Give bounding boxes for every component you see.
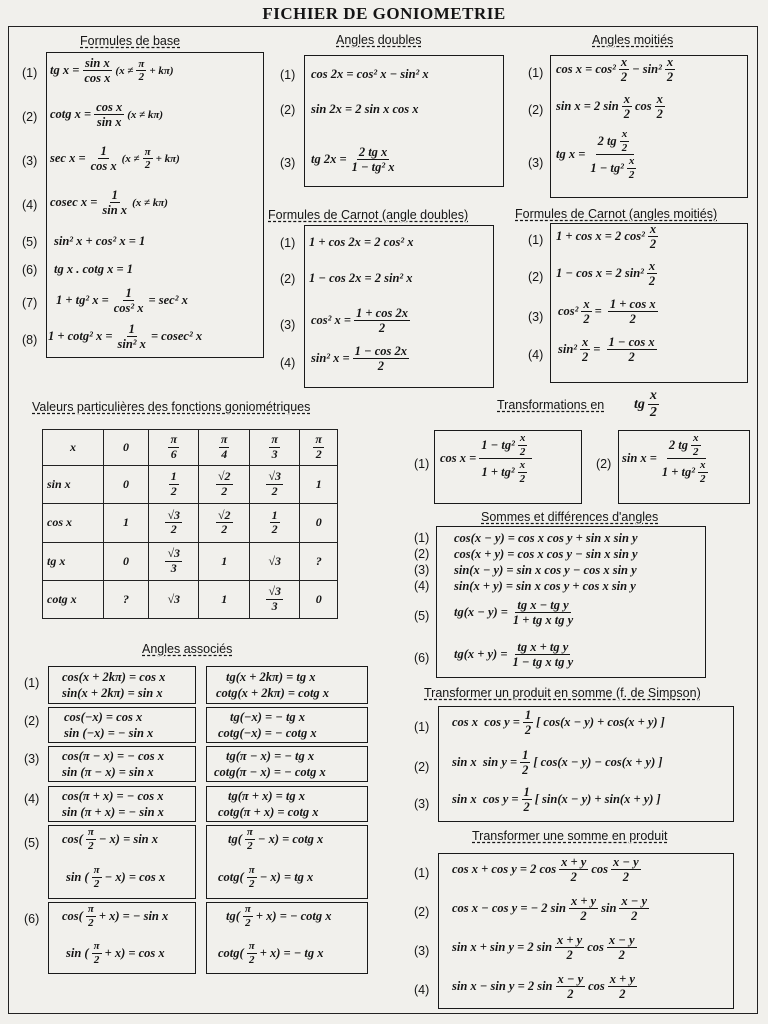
num-simpson-1: (1)	[414, 720, 430, 734]
formula-carnot-d-4: sin² x = $\frac{1 - \cos 2x}{2}$	[311, 344, 408, 374]
num-doubles-1: (1)	[280, 68, 296, 82]
num-carnot-d-3: (3)	[280, 318, 296, 332]
table-row-tg: tg x 0 $\frac{√3}{3}$ 1 √3 ?	[43, 542, 338, 580]
num-simpson-3: (3)	[414, 797, 430, 811]
formula-simpson-2: sin x sin y = $\frac{1}{2}$ [ cos(x − y) − cos(x + y) ]	[452, 748, 663, 778]
num-sommes-4: (4)	[414, 579, 430, 593]
num-sommes-3: (3)	[414, 563, 430, 577]
table-row-cotg: cotg x ? √3 1 $\frac{√3}{3}$ 0	[43, 580, 338, 618]
assoc-1-b2: cotg(x + 2kπ) = cotg x	[216, 686, 330, 700]
num-doubles-2: (2)	[280, 103, 296, 117]
assoc-3-a1: cos(π − x) = − cos x	[62, 749, 164, 763]
formula-sommes-1: cos(x − y) = cos x cos y + sin x sin y	[454, 531, 638, 545]
assoc-3-a2: sin (π − x) = sin x	[62, 765, 154, 779]
formula-base-1: tg x = $\frac{\text{sin x}}{\text{cos x}}$ (x ≠ π 2 + kπ)	[50, 56, 174, 86]
num-carnot-m-3: (3)	[528, 310, 544, 324]
formula-base-5: sin² x + cos² x = 1	[54, 234, 146, 248]
num-tgx2-1: (1)	[414, 457, 430, 471]
num-4: (4)	[22, 198, 38, 212]
formula-tgx2-cos: cos x = 1 − tg² x 2 1 + tg² x 2	[440, 432, 535, 486]
table-header-pi2: $\frac{\pi}{2}$	[300, 430, 338, 466]
section-title-doubles: Angles doubles	[336, 33, 422, 47]
num-6: (6)	[22, 263, 38, 277]
formula-carnot-m-1: 1 + cos x = 2 cos² x 2	[556, 222, 657, 252]
assoc-5-a2: sin ( π 2 − x) = cos x	[66, 864, 166, 890]
num-carnot-m-2: (2)	[528, 270, 544, 284]
assoc-2-a2: sin (−x) = − sin x	[64, 726, 154, 740]
page-title: FICHIER DE GONIOMETRIE	[262, 4, 506, 23]
assoc-1-b1: tg(x + 2kπ) = tg x	[226, 670, 316, 684]
assoc-2-b2: cotg(−x) = − cotg x	[218, 726, 317, 740]
num-sommes-2: (2)	[414, 547, 430, 561]
num-assoc-1: (1)	[24, 676, 40, 690]
num-sommes-1: (1)	[414, 531, 430, 545]
num-simpson-2: (2)	[414, 760, 430, 774]
num-carnot-m-4: (4)	[528, 348, 544, 362]
assoc-5-a1: cos( π 2 − x) = sin x	[62, 826, 158, 852]
section-title-associes: Angles associés	[142, 642, 233, 656]
assoc-3-b1: tg(π − x) = − tg x	[226, 749, 315, 763]
formula-sp-2: cos x − cos y = − 2 sin x + y 2 sin x − y 2	[452, 894, 648, 924]
formula-base-4: cosec x = $\frac{1}{\text{sin x}}$ (x ≠ kπ)	[50, 188, 168, 218]
formula-tgx2-sin: sin x = 2 tg x 2 1 + tg² x 2	[622, 432, 706, 485]
formula-doubles-3: tg 2x = $\frac{\text{2 tg x}}{\text{1 − tg² x}}$	[311, 145, 395, 175]
formula-sommes-5: tg(x − y) = $\frac{\text{tg x − tg y}}{\text{1 + tg x tg y}}$	[454, 598, 574, 628]
assoc-4-a1: cos(π + x) = − cos x	[62, 789, 164, 803]
num-2: (2)	[22, 110, 38, 124]
values-table	[42, 429, 338, 619]
num-moities-3: (3)	[528, 156, 544, 170]
num-assoc-2: (2)	[24, 714, 40, 728]
num-8: (8)	[22, 333, 38, 347]
formula-carnot-m-4: sin² $\frac{x}{2}$ = $\frac{\text{1 − cos x}}{2}$	[558, 335, 655, 365]
num-3: (3)	[22, 154, 38, 168]
formula-moities-2: sin x = 2 sin x 2 cos x 2	[556, 92, 663, 122]
num-sp-4: (4)	[414, 983, 430, 997]
assoc-4-b2: cotg(π + x) = cotg x	[218, 805, 319, 819]
formula-base-3: sec x = $\frac{1}{\text{cos x}}$ (x ≠ π 2 + kπ)	[50, 144, 180, 174]
num-assoc-3: (3)	[24, 752, 40, 766]
section-title-carnot-moities: Formules de Carnot (angles moitiés)	[515, 207, 718, 221]
assoc-3-b2: cotg(π − x) = − cotg x	[214, 765, 326, 779]
formula-sp-3: sin x + sin y = 2 sin x + y 2 cos x − y 2	[452, 933, 635, 963]
formula-base-2: cotg x = $\frac{\text{cos x}}{\text{sin x}}$ (x ≠ kπ)	[50, 100, 164, 130]
table-header-0: 0	[104, 430, 149, 466]
section-title-valeurs: Valeurs particulières des fonctions goniométriques	[32, 400, 311, 414]
formula-doubles-1: cos 2x = cos² x − sin² x	[311, 67, 429, 81]
assoc-6-a1: cos( π 2 + x) = − sin x	[62, 903, 169, 929]
num-5: (5)	[22, 235, 38, 249]
table-header-pi4: $\frac{\pi}{4}$	[199, 430, 249, 466]
section-title-base: Formules de base	[80, 34, 181, 48]
num-assoc-6: (6)	[24, 912, 40, 926]
transfo-tg-label: tg x 2	[634, 388, 657, 421]
table-header-pi3: $\frac{\pi}{3}$	[249, 430, 299, 466]
table-header-pi6: $\frac{\pi}{6}$	[149, 430, 199, 466]
num-assoc-4: (4)	[24, 792, 40, 806]
formula-sommes-3: sin(x − y) = sin x cos y − cos x sin y	[454, 563, 637, 577]
formula-base-7: 1 + tg² x = $\frac{1}{\text{cos² x}}$ = sec² x	[56, 286, 188, 316]
num-sommes-6: (6)	[414, 651, 430, 665]
num-sp-1: (1)	[414, 866, 430, 880]
assoc-4-b1: tg(π + x) = tg x	[228, 789, 305, 803]
num-sp-3: (3)	[414, 944, 430, 958]
num-sp-2: (2)	[414, 905, 430, 919]
num-carnot-d-2: (2)	[280, 272, 296, 286]
num-carnot-d-1: (1)	[280, 236, 296, 250]
formula-carnot-m-3: cos² $\frac{x}{2}$ = $\frac{\text{1 + cos x}}{2}$	[558, 297, 656, 327]
section-title-simpson: Transformer un produit en somme (f. de Simpson)	[424, 686, 701, 700]
formula-simpson-1: cos x cos y = $\frac{1}{2}$ [ cos(x − y) + cos(x + y) ]	[452, 708, 665, 738]
assoc-4-a2: sin (π + x) = − sin x	[62, 805, 164, 819]
num-carnot-d-4: (4)	[280, 356, 296, 370]
formula-carnot-d-2: 1 − cos 2x = 2 sin² x	[309, 271, 413, 285]
table-row-cos: cos x 1 $\frac{√3}{2}$ $\frac{√2}{2}$ $\frac{1}{2}$ 0	[43, 504, 338, 542]
formula-sommes-2: cos(x + y) = cos x cos y − sin x sin y	[454, 547, 638, 561]
num-7: (7)	[22, 296, 38, 310]
formula-carnot-d-3: cos² x = $\frac{1 + \cos 2x}{2}$	[311, 306, 408, 336]
assoc-5-b2: cotg( π 2 − x) = tg x	[218, 864, 314, 890]
formula-simpson-3: sin x cos y = $\frac{1}{2}$ [ sin(x − y) + sin(x + y) ]	[452, 785, 661, 815]
formula-moities-1: cos x = cos² x 2 − sin² x 2	[556, 55, 674, 85]
formula-sp-1: cos x + cos y = 2 cos x + y 2 cos x − y 2	[452, 855, 639, 885]
num-tgx2-2: (2)	[596, 457, 612, 471]
section-title-moities: Angles moitiés	[592, 33, 674, 47]
num-carnot-m-1: (1)	[528, 233, 544, 247]
formula-sp-4: sin x − sin y = 2 sin x − y 2 cos x + y 2	[452, 972, 635, 1002]
assoc-6-b2: cotg( π 2 + x) = − tg x	[218, 940, 324, 966]
num-1: (1)	[22, 66, 38, 80]
formula-sommes-6: tg(x + y) = $\frac{\text{tg x + tg y}}{\text{1 − tg x tg y}}$	[454, 640, 574, 670]
formula-carnot-m-2: 1 − cos x = 2 sin² x 2	[556, 259, 656, 289]
section-title-sommes: Sommes et différences d'angles	[481, 510, 659, 524]
num-sommes-5: (5)	[414, 609, 430, 623]
num-doubles-3: (3)	[280, 156, 296, 170]
num-moities-1: (1)	[528, 66, 544, 80]
assoc-2-b1: tg(−x) = − tg x	[230, 710, 306, 724]
formula-sommes-4: sin(x + y) = sin x cos y + cos x sin y	[454, 579, 636, 593]
section-title-somme-produit: Transformer une somme en produit	[472, 829, 668, 843]
num-moities-2: (2)	[528, 103, 544, 117]
formula-carnot-d-1: 1 + cos 2x = 2 cos² x	[309, 235, 414, 249]
section-title-carnot-doubles: Formules de Carnot (angle doubles)	[268, 208, 469, 222]
table-header-x: x	[43, 430, 104, 466]
num-assoc-5: (5)	[24, 836, 40, 850]
formula-doubles-2: sin 2x = 2 sin x cos x	[311, 102, 419, 116]
assoc-1-a2: sin(x + 2kπ) = sin x	[62, 686, 163, 700]
assoc-2-a1: cos(−x) = cos x	[64, 710, 143, 724]
formula-moities-3: tg x = 2 tg x 2 1 − tg² x 2	[556, 128, 635, 181]
assoc-5-b1: tg( π 2 − x) = cotg x	[228, 826, 324, 852]
table-row-sin: sin x 0 $\frac{1}{2}$ $\frac{√2}{2}$ $\frac{√3}{2}$ 1	[43, 466, 338, 504]
formula-base-6: tg x . cotg x = 1	[54, 262, 133, 276]
section-title-transfo-tg: Transformations en	[497, 398, 605, 412]
assoc-6-a2: sin ( π 2 + x) = cos x	[66, 940, 165, 966]
formula-base-8: 1 + cotg² x = $\frac{1}{\text{sin² x}}$ = cosec² x	[48, 322, 203, 352]
assoc-6-b1: tg( π 2 + x) = − cotg x	[226, 903, 332, 929]
assoc-1-a1: cos(x + 2kπ) = cos x	[62, 670, 166, 684]
